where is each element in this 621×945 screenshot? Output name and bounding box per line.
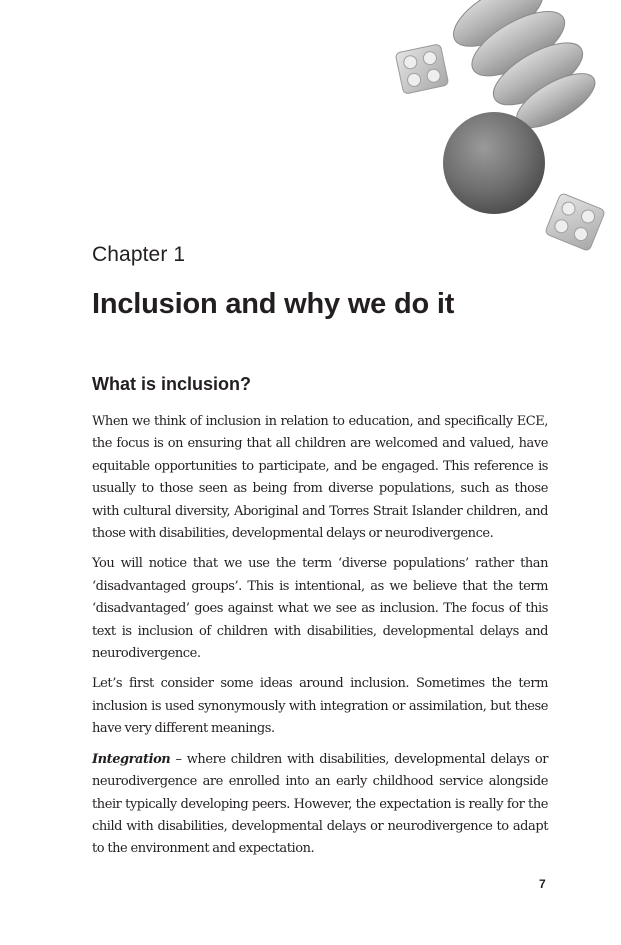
body-text [92, 411, 548, 869]
toy-block-top [395, 44, 449, 95]
paragraph: You will notice that we use the term ‘diverse populations’ rather than ‘disadvantaged groups’. This is intentional, as we believe that the term ‘disadvantaged’ goes against what we see as inclusion. The focus of this text is inclusion of children with disabilities, developmental delays and neurodivergence. [92, 556, 548, 662]
definition-term: Integration [92, 751, 171, 767]
chapter-label: Chapter 1 [92, 243, 186, 266]
page-number: 7 [539, 877, 546, 891]
definition-paragraph [92, 749, 548, 861]
definition-text: – where children with disabilities, developmental delays or neurodivergence are enrolled into an early childhood service alongside their typically developing peers. However, the expectation is really for the child with disabilities, developmental delays or neurodivergence to adapt to the environment and expectation. [92, 751, 548, 857]
paragraph: When we think of inclusion in relation to education, and specifically ECE, the focus is on ensuring that all children are welcomed and valued, have equitable opportunities to participate, and be engaged. This reference is usually to those seen as being from diverse populations, such as those with cultural diversity, Aboriginal and Torres Strait Islander children, and those with disabilities, developmental delays or neurodivergence. [92, 414, 548, 542]
stacking-rings [444, 0, 606, 145]
toy-illustration [0, 0, 621, 260]
toy-block-bottom [545, 193, 606, 252]
toy-sphere [443, 112, 545, 214]
section-heading: What is inclusion? [92, 374, 252, 394]
paragraph: Let’s first consider some ideas around inclusion. Sometimes the term inclusion is used synonymously with integration or assimilation, but these have very different meanings. [92, 676, 548, 737]
chapter-title: Inclusion and why we do it [92, 288, 455, 320]
